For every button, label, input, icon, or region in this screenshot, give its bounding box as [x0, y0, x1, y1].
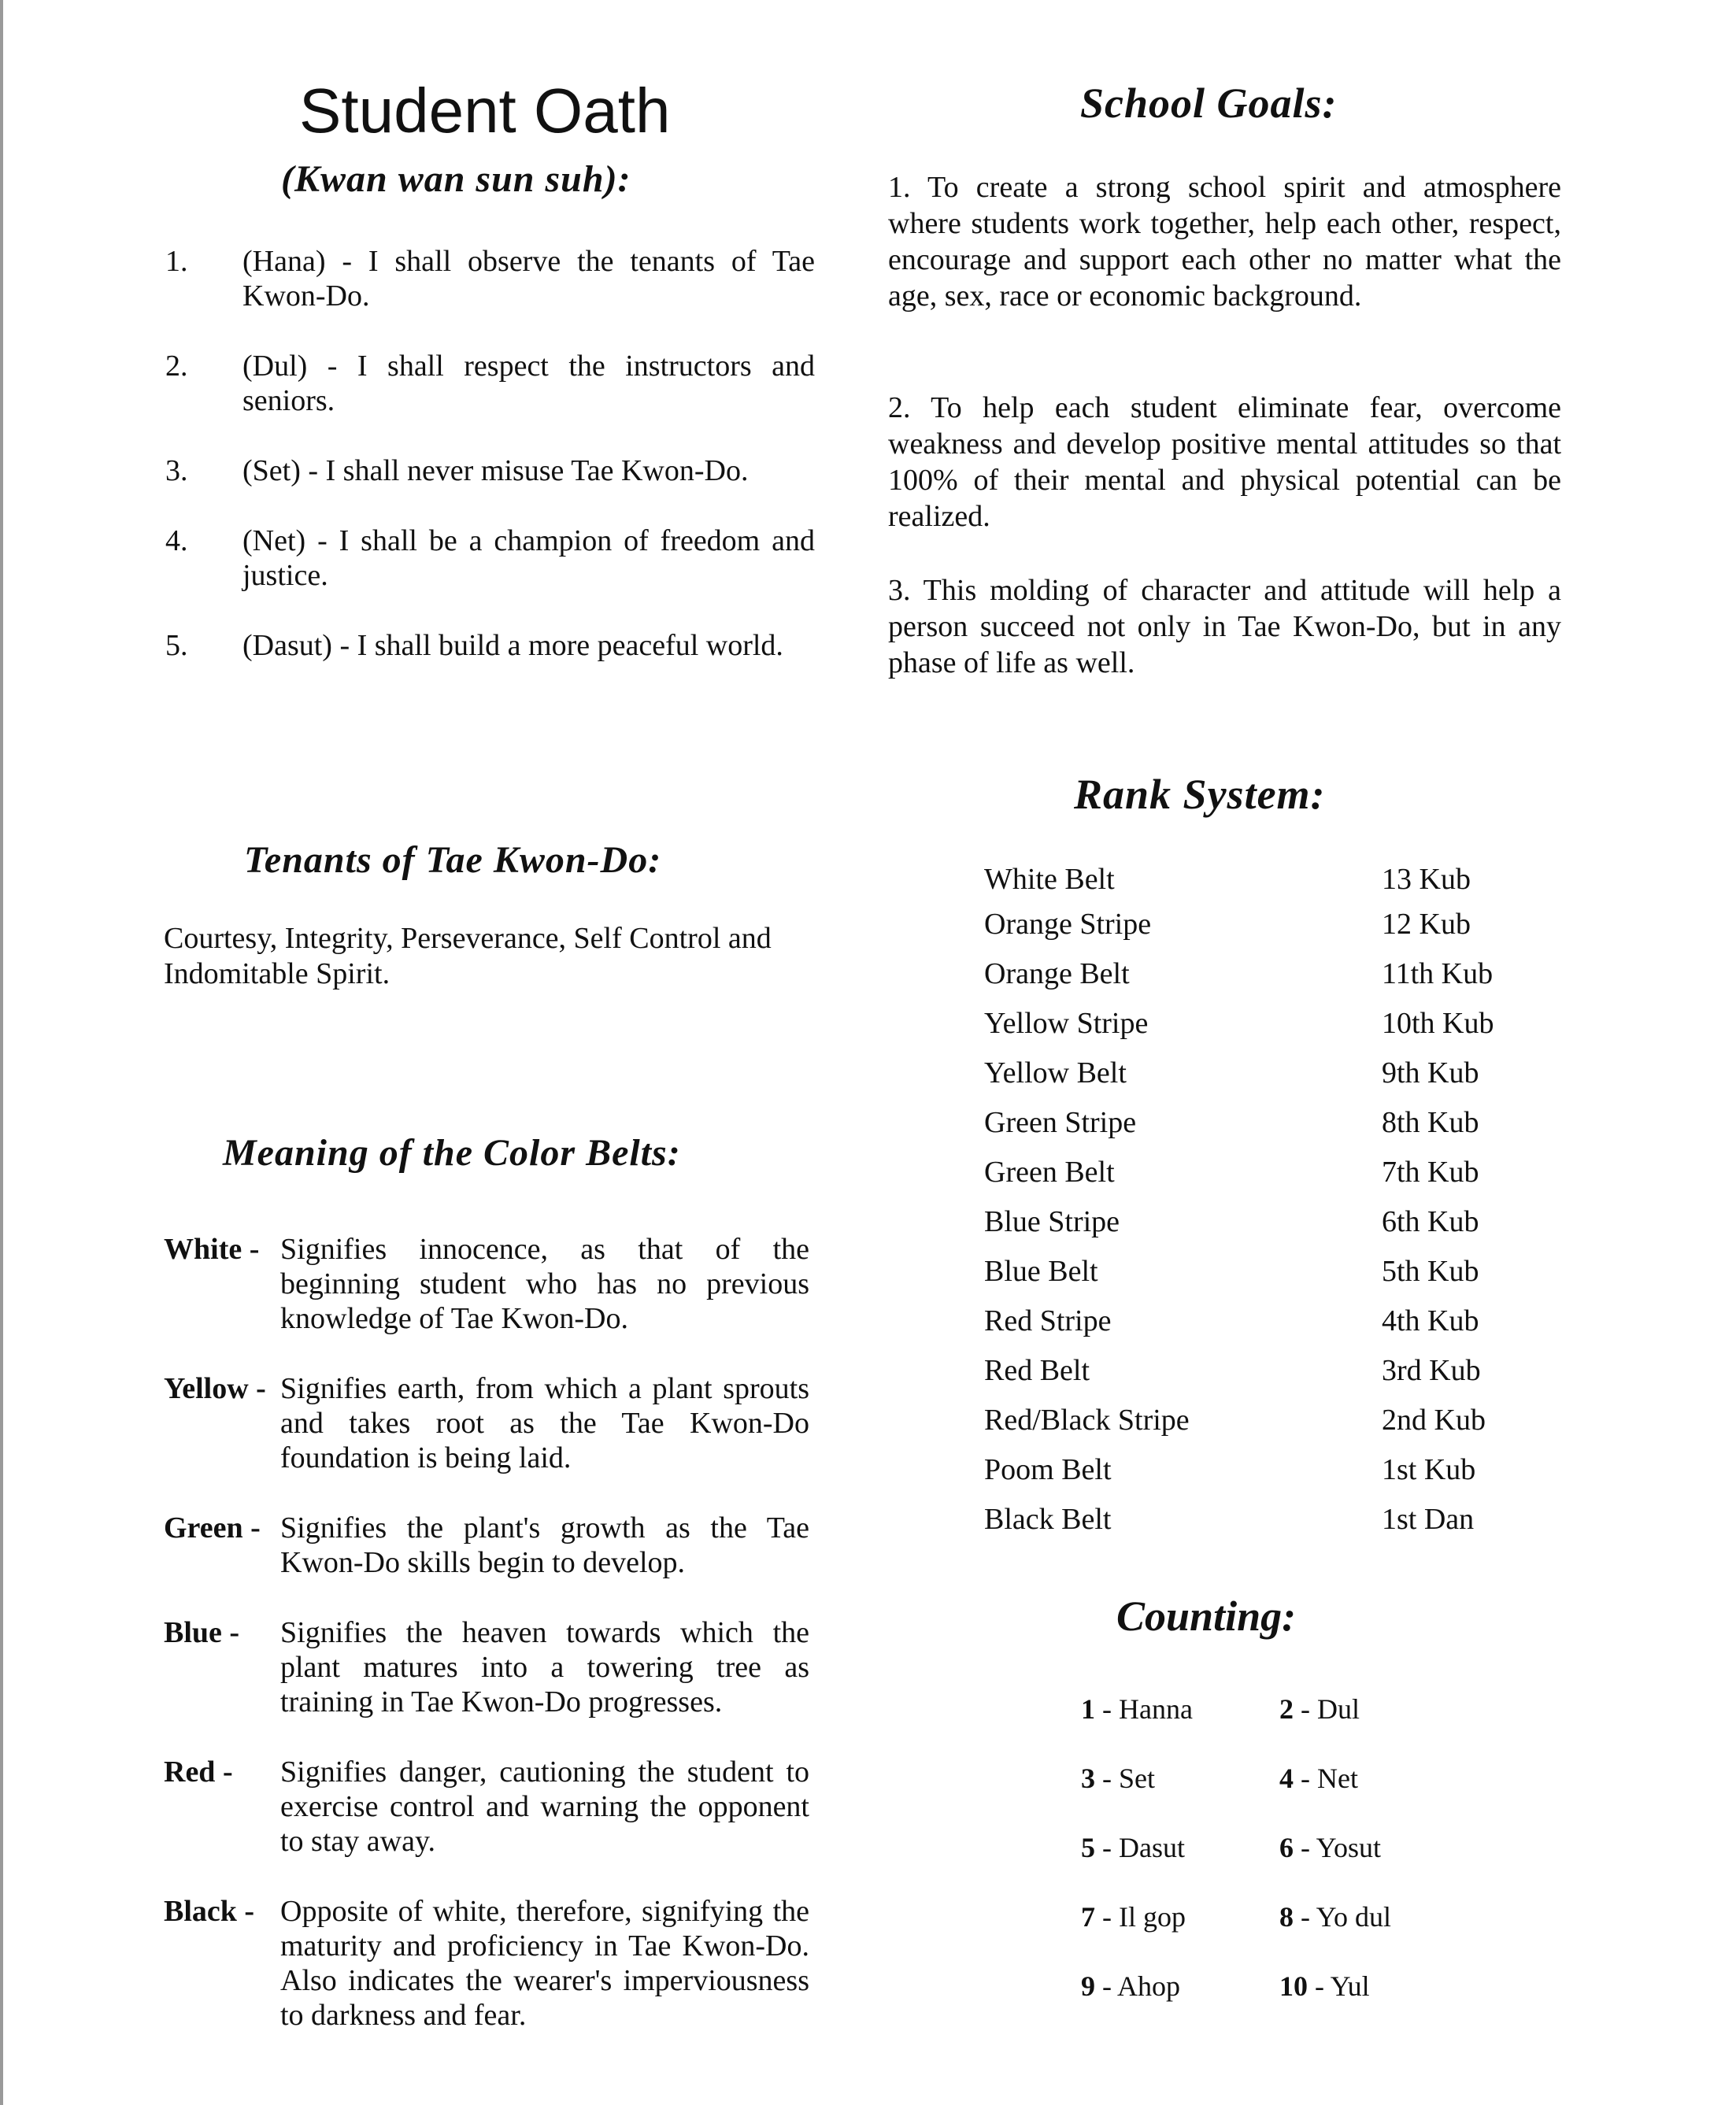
- rank-row: [984, 907, 1575, 946]
- rank-row: [984, 1403, 1575, 1442]
- rank-row: [984, 1304, 1575, 1343]
- oath-item: [165, 628, 815, 663]
- rank-belt: Green Belt: [984, 1156, 1115, 1189]
- oath-item-text: (Hana) - I shall observe the tenants of Tae Kwon-Do.: [242, 245, 815, 313]
- tenants-heading: Tenants of Tae Kwon-Do:: [244, 839, 662, 881]
- school-goal-item: 2. To help each student eliminate fear, overcome weakness and develop positive mental attitudes so that 100% of their mental and physical potential can be realized.: [888, 391, 1561, 533]
- count-word: Set: [1119, 1763, 1156, 1794]
- rank-belt: Blue Stripe: [984, 1205, 1120, 1238]
- rank-row: [984, 1254, 1575, 1293]
- oath-item-text: (Net) - I shall be a champion of freedom and justice.: [242, 524, 815, 592]
- belt-meaning-item: [164, 1894, 809, 2033]
- belt-meaning-item: [164, 1371, 809, 1475]
- rank-row: [984, 1155, 1575, 1194]
- rank-level: 11th Kub: [1382, 957, 1494, 990]
- count-number: 9: [1081, 1970, 1095, 2002]
- oath-item-number: 1.: [165, 245, 188, 278]
- count-word: Dul: [1317, 1693, 1360, 1725]
- count-item: 8 - Yo dul: [1279, 1901, 1392, 1933]
- rank-belt: Black Belt: [984, 1503, 1112, 1536]
- count-word: Il gop: [1119, 1901, 1186, 1933]
- count-number: 5: [1081, 1832, 1095, 1863]
- count-item: 7 - Il gop: [1081, 1901, 1186, 1933]
- count-word: Ahop: [1117, 1970, 1181, 2002]
- rank-belt: Orange Stripe: [984, 908, 1152, 941]
- belt-meaning-text: Signifies the plant's growth as the Tae Kwon-Do skills begin to develop.: [280, 1511, 809, 1579]
- oath-item-text: (Dul) - I shall respect the instructors and seniors.: [242, 350, 815, 417]
- rank-belt: Red/Black Stripe: [984, 1404, 1190, 1437]
- oath-item: [165, 244, 815, 313]
- rank-belt: Yellow Stripe: [984, 1007, 1149, 1040]
- oath-item: [165, 523, 815, 593]
- rank-level: 13 Kub: [1382, 863, 1471, 896]
- count-word: Yosut: [1316, 1832, 1382, 1863]
- count-word: Hanna: [1119, 1693, 1193, 1725]
- rank-belt: Blue Belt: [984, 1255, 1098, 1288]
- count-item: 6 - Yosut: [1279, 1832, 1382, 1863]
- count-word: Yo dul: [1316, 1901, 1392, 1933]
- belt-meaning-name: Black -: [164, 1895, 255, 1928]
- student-oath-subtitle: (Kwan wan sun suh):: [281, 158, 631, 200]
- oath-item-text: (Set) - I shall never misuse Tae Kwon-Do.: [242, 454, 749, 487]
- count-item: 1 - Hanna: [1081, 1693, 1193, 1725]
- count-number: 7: [1081, 1901, 1095, 1933]
- rank-belt: Green Stripe: [984, 1106, 1137, 1139]
- count-item: 9 - Ahop: [1081, 1970, 1181, 2002]
- oath-item: [165, 349, 815, 418]
- rank-belt: White Belt: [984, 863, 1115, 896]
- count-word: Dasut: [1119, 1832, 1185, 1863]
- rank-row: [984, 1204, 1575, 1244]
- belt-meaning-text: Opposite of white, therefore, signifying the maturity and proficiency in Tae Kwon-Do. Also indicates the wearer's imperviousness to darkness and fear.: [280, 1895, 809, 2032]
- count-number: 8: [1279, 1901, 1294, 1933]
- rank-belt: Red Stripe: [984, 1304, 1112, 1337]
- rank-level: 8th Kub: [1382, 1106, 1479, 1139]
- rank-level: 7th Kub: [1382, 1156, 1479, 1189]
- rank-level: 9th Kub: [1382, 1056, 1479, 1089]
- count-item: 3 - Set: [1081, 1763, 1156, 1794]
- count-number: 6: [1279, 1832, 1294, 1863]
- belt-meaning-item: [164, 1232, 809, 1336]
- belt-meaning-text: Signifies innocence, as that of the beginning student who has no previous knowledge of Tae Kwon-Do.: [280, 1233, 809, 1335]
- rank-level: 5th Kub: [1382, 1255, 1479, 1288]
- belt-meaning-text: Signifies earth, from which a plant sprouts and takes root as the Tae Kwon-Do foundation is being laid.: [280, 1372, 809, 1474]
- belt-meaning-item: [164, 1615, 809, 1719]
- count-word: Net: [1317, 1763, 1358, 1794]
- count-word: Yul: [1330, 1970, 1370, 2002]
- count-item: 4 - Net: [1279, 1763, 1358, 1794]
- rank-row: [984, 1452, 1575, 1492]
- belt-meaning-item: [164, 1511, 809, 1580]
- oath-item: [165, 453, 815, 488]
- count-number: 1: [1081, 1693, 1095, 1725]
- rank-row: [984, 1056, 1575, 1095]
- rank-belt: Poom Belt: [984, 1453, 1112, 1486]
- belt-meaning-item: [164, 1755, 809, 1859]
- belt-meaning-name: Yellow -: [164, 1372, 266, 1405]
- rank-system-heading: Rank System:: [1074, 771, 1326, 818]
- count-item: 10 - Yul: [1279, 1970, 1370, 2002]
- belt-meaning-name: Red -: [164, 1755, 233, 1789]
- rank-level: 10th Kub: [1382, 1007, 1494, 1040]
- school-goal-item: 3. This molding of character and attitude will help a person succeed not only in Tae Kwon-Do, but in any phase of life as well.: [888, 574, 1561, 679]
- rank-row: [984, 1006, 1575, 1045]
- rank-row: [984, 862, 1575, 901]
- oath-item-number: 5.: [165, 629, 188, 662]
- rank-belt: Red Belt: [984, 1354, 1090, 1387]
- belt-meaning-name: Blue -: [164, 1616, 240, 1649]
- rank-belt: Yellow Belt: [984, 1056, 1127, 1089]
- oath-item-text: (Dasut) - I shall build a more peaceful world.: [242, 629, 783, 662]
- belt-meaning-text: Signifies the heaven towards which the plant matures into a towering tree as training in Tae Kwon-Do progresses.: [280, 1616, 809, 1718]
- rank-row: [984, 1353, 1575, 1393]
- student-oath-title: Student Oath: [299, 76, 671, 146]
- rank-level: 12 Kub: [1382, 908, 1471, 941]
- count-number: 10: [1279, 1970, 1308, 2002]
- school-goals-heading: School Goals:: [1080, 80, 1338, 127]
- rank-row: [984, 1502, 1575, 1541]
- oath-item-number: 3.: [165, 454, 188, 487]
- belt-meaning-name: White -: [164, 1233, 260, 1266]
- tenants-text: Courtesy, Integrity, Perseverance, Self Control and Indomitable Spirit.: [164, 922, 772, 990]
- rank-level: 1st Dan: [1382, 1503, 1475, 1536]
- rank-row: [984, 1105, 1575, 1145]
- rank-level: 2nd Kub: [1382, 1404, 1486, 1437]
- belt-meaning-name: Green -: [164, 1511, 261, 1545]
- page-left-edge: [0, 0, 3, 2105]
- rank-level: 6th Kub: [1382, 1205, 1479, 1238]
- rank-row: [984, 956, 1575, 996]
- rank-level: 4th Kub: [1382, 1304, 1479, 1337]
- count-number: 3: [1081, 1763, 1095, 1794]
- rank-belt: Orange Belt: [984, 957, 1130, 990]
- count-item: 5 - Dasut: [1081, 1832, 1185, 1863]
- rank-level: 1st Kub: [1382, 1453, 1476, 1486]
- rank-level: 3rd Kub: [1382, 1354, 1481, 1387]
- count-item: 2 - Dul: [1279, 1693, 1360, 1725]
- oath-item-number: 4.: [165, 524, 188, 557]
- count-number: 4: [1279, 1763, 1294, 1794]
- school-goal-item: 1. To create a strong school spirit and atmosphere where students work together, help each other, respect, encourage and support each other no matter what the age, sex, race or economic background.: [888, 171, 1561, 313]
- belt-meanings-heading: Meaning of the Color Belts:: [223, 1132, 681, 1174]
- counting-heading: Counting:: [1116, 1593, 1297, 1640]
- belt-meaning-text: Signifies danger, cautioning the student to exercise control and warning the opponent to stay away.: [280, 1755, 809, 1858]
- oath-item-number: 2.: [165, 350, 188, 383]
- count-number: 2: [1279, 1693, 1294, 1725]
